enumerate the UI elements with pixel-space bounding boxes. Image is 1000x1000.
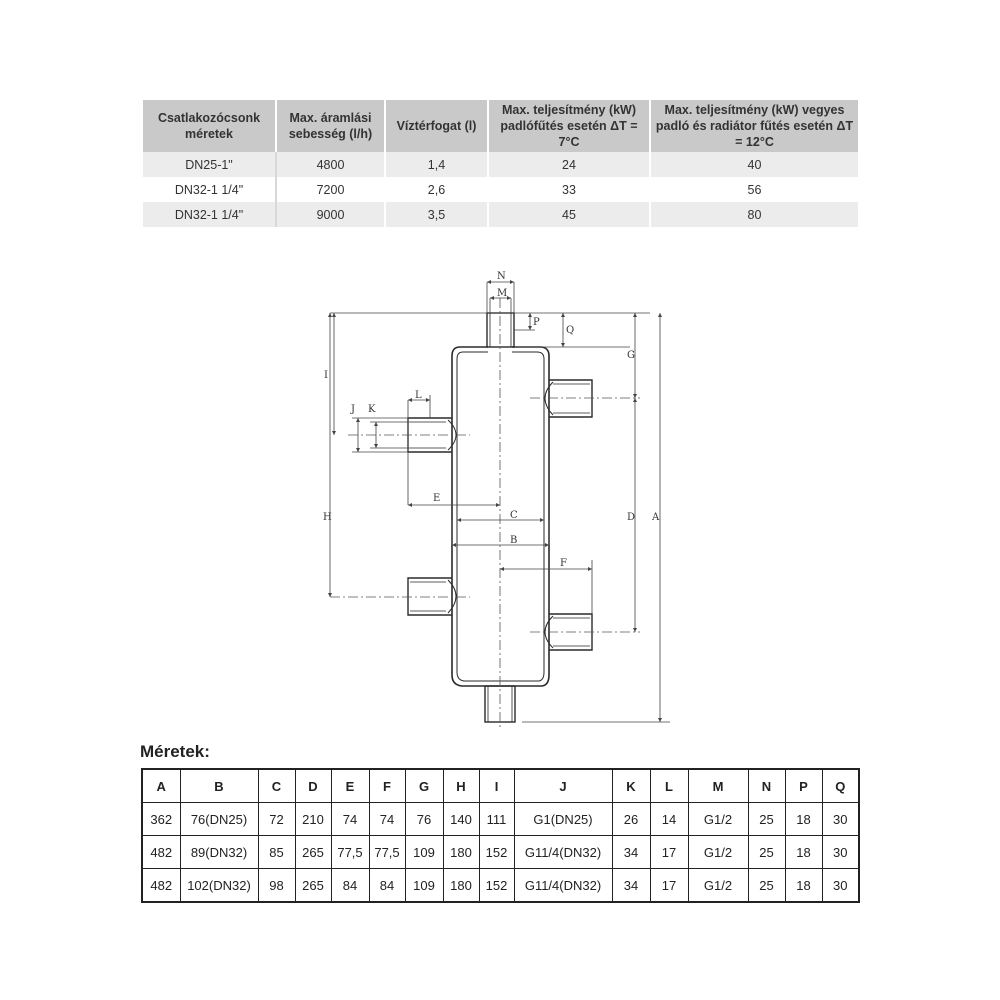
table-cell: 180 — [443, 869, 479, 903]
table-row — [142, 836, 859, 869]
dim-label-l: L — [415, 390, 422, 401]
dim-label-d: D — [627, 512, 636, 523]
table-cell: G1(DN25) — [514, 803, 612, 836]
dim-header-j: J — [514, 769, 612, 803]
dim-label-p: P — [533, 317, 540, 328]
dim-header-m: M — [688, 769, 748, 803]
table-cell: 265 — [295, 869, 331, 903]
table-cell: DN32-1 1/4" — [143, 177, 276, 202]
spec-header-power-floor: Max. teljesítmény (kW) padlófűtés esetén ΔT = 7°C — [488, 100, 650, 152]
dim-header-p: P — [785, 769, 822, 803]
spec-header-flow: Max. áramlási sebesség (l/h) — [276, 100, 385, 152]
table-cell: 24 — [488, 152, 650, 177]
table-cell: 34 — [612, 836, 650, 869]
table-cell: 18 — [785, 836, 822, 869]
dim-label-g: G — [627, 350, 635, 361]
table-cell: 265 — [295, 836, 331, 869]
table-cell: 76 — [405, 803, 443, 836]
table-cell: 25 — [748, 803, 785, 836]
table-cell: 2,6 — [385, 177, 488, 202]
dimensions-table — [141, 768, 860, 903]
dim-label-i: I — [324, 370, 328, 381]
table-cell: DN25-1" — [143, 152, 276, 177]
table-cell: 77,5 — [331, 836, 369, 869]
dim-header-n: N — [748, 769, 785, 803]
table-cell: 362 — [142, 803, 180, 836]
left-lower-pipe — [408, 578, 456, 615]
table-cell: 9000 — [276, 202, 385, 227]
dim-header-q: Q — [822, 769, 859, 803]
table-cell: 85 — [258, 836, 295, 869]
table-cell: 180 — [443, 836, 479, 869]
dim-label-k: K — [368, 404, 376, 415]
table-cell: 30 — [822, 836, 859, 869]
table-cell: 18 — [785, 869, 822, 903]
dim-label-n: N — [497, 271, 506, 282]
table-cell: 3,5 — [385, 202, 488, 227]
dim-label-m: M — [497, 288, 508, 299]
table-cell: G11/4(DN32) — [514, 836, 612, 869]
right-upper-pipe — [545, 380, 592, 417]
table-cell: 18 — [785, 803, 822, 836]
table-cell: 80 — [650, 202, 858, 227]
dim-label-h: H — [323, 512, 332, 523]
dim-header-e: E — [331, 769, 369, 803]
table-cell: G11/4(DN32) — [514, 869, 612, 903]
table-cell: 72 — [258, 803, 295, 836]
table-cell: 17 — [650, 836, 688, 869]
dim-label-f: F — [560, 558, 567, 569]
table-cell: 33 — [488, 177, 650, 202]
table-cell: 17 — [650, 869, 688, 903]
dim-label-a: A — [652, 512, 660, 523]
table-cell: 152 — [479, 869, 514, 903]
table-cell: 102(DN32) — [180, 869, 258, 903]
dim-label-c: C — [510, 510, 518, 521]
table-cell: 30 — [822, 869, 859, 903]
table-row — [142, 869, 859, 903]
dimensions-header-row — [142, 769, 859, 803]
table-cell: 89(DN32) — [180, 836, 258, 869]
table-cell: 109 — [405, 836, 443, 869]
dim-header-h: H — [443, 769, 479, 803]
dim-header-d: D — [295, 769, 331, 803]
table-cell: 482 — [142, 869, 180, 903]
table-cell: 98 — [258, 869, 295, 903]
table-cell: 109 — [405, 869, 443, 903]
table-cell: 34 — [612, 869, 650, 903]
table-cell: 25 — [748, 836, 785, 869]
table-cell: 74 — [369, 803, 405, 836]
table-cell: DN32-1 1/4" — [143, 202, 276, 227]
table-cell: G1/2 — [688, 803, 748, 836]
dimensions-title: Méretek: — [140, 742, 210, 761]
table-cell: 40 — [650, 152, 858, 177]
table-cell: 1,4 — [385, 152, 488, 177]
dim-header-l: L — [650, 769, 688, 803]
table-cell: 210 — [295, 803, 331, 836]
table-cell: 45 — [488, 202, 650, 227]
table-cell: 4800 — [276, 152, 385, 177]
table-cell: 84 — [369, 869, 405, 903]
dim-header-g: G — [405, 769, 443, 803]
table-cell: 74 — [331, 803, 369, 836]
table-cell: 7200 — [276, 177, 385, 202]
dim-label-b: B — [510, 535, 518, 546]
table-cell: 30 — [822, 803, 859, 836]
dim-label-j: J — [351, 404, 356, 415]
table-row — [142, 803, 859, 836]
table-cell: 84 — [331, 869, 369, 903]
table-cell: 111 — [479, 803, 514, 836]
table-cell: 152 — [479, 836, 514, 869]
table-cell: 77,5 — [369, 836, 405, 869]
dim-header-k: K — [612, 769, 650, 803]
top-pipe — [487, 313, 514, 347]
center-lines — [330, 298, 640, 730]
dim-header-b: B — [180, 769, 258, 803]
table-cell: 25 — [748, 869, 785, 903]
table-cell: 76(DN25) — [180, 803, 258, 836]
dimension-labels — [323, 271, 660, 569]
dim-header-i: I — [479, 769, 514, 803]
spec-header-power-mixed: Max. teljesítmény (kW) vegyes padló és radiátor fűtés esetén ΔT = 12°C — [650, 100, 858, 152]
dim-header-f: F — [369, 769, 405, 803]
table-cell: G1/2 — [688, 869, 748, 903]
table-cell: 140 — [443, 803, 479, 836]
spec-header-volume: Víztérfogat (l) — [385, 100, 488, 152]
table-cell: 482 — [142, 836, 180, 869]
table-cell: 14 — [650, 803, 688, 836]
table-cell: 26 — [612, 803, 650, 836]
dim-header-c: C — [258, 769, 295, 803]
spec-header-connection: Csatlakozócsonk méretek — [143, 100, 276, 152]
dim-label-e: E — [433, 493, 441, 504]
table-cell: G1/2 — [688, 836, 748, 869]
dim-label-q: Q — [566, 325, 575, 336]
dim-header-a: A — [142, 769, 180, 803]
table-cell: 56 — [650, 177, 858, 202]
